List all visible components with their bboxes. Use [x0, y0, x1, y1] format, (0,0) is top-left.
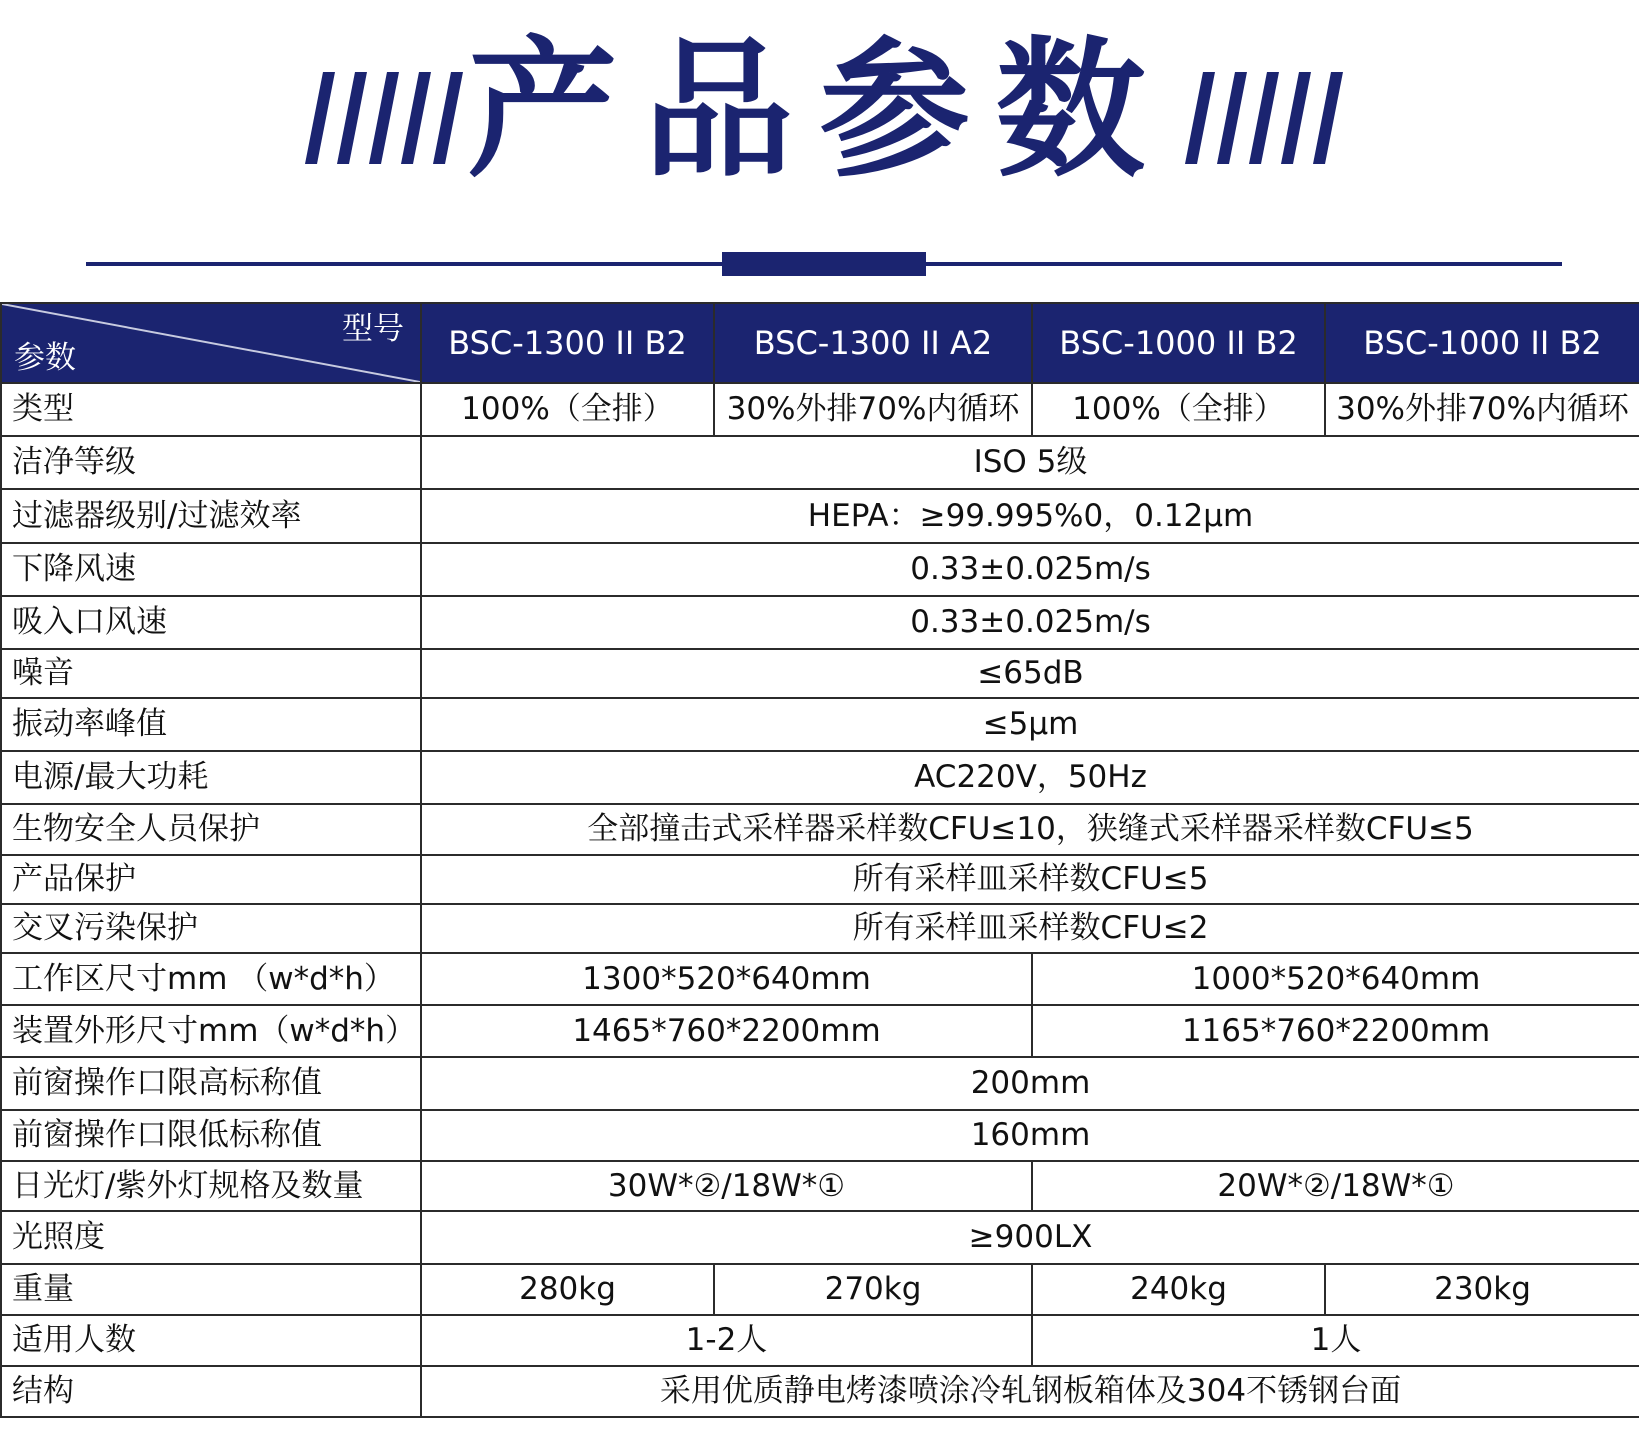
table-row [1, 1110, 1639, 1161]
parameter-value: 1-2人 [421, 1315, 1032, 1366]
parameter-name: 重量 [1, 1264, 421, 1315]
header-model-label: 型号 [342, 311, 404, 347]
parameter-value: 1人 [1032, 1315, 1639, 1366]
model-header: BSC-1000 II B2 [1325, 303, 1639, 383]
parameter-name: 工作区尺寸mm （w*d*h） [1, 953, 421, 1005]
table-row [1, 1057, 1639, 1110]
parameter-value: 30%外排70%内循环 [1325, 383, 1639, 436]
table-row [1, 1005, 1639, 1057]
parameter-value: 100%（全排） [1032, 383, 1325, 436]
parameters-table [0, 302, 1639, 1418]
parameter-value: ISO 5级 [421, 436, 1639, 489]
parameter-name: 下降风速 [1, 543, 421, 596]
table-row [1, 855, 1639, 904]
table-row [1, 596, 1639, 649]
parameter-value: ≤65dB [421, 649, 1639, 698]
parameter-value: HEPA：≥99.995%0，0.12μm [421, 489, 1639, 543]
parameter-value: 200mm [421, 1057, 1639, 1110]
model-header: BSC-1300 II B2 [421, 303, 714, 383]
parameter-name: 日光灯/紫外灯规格及数量 [1, 1161, 421, 1211]
parameter-value: 160mm [421, 1110, 1639, 1161]
table-row [1, 436, 1639, 489]
parameter-name: 装置外形尺寸mm（w*d*h） [1, 1005, 421, 1057]
parameter-value: 270kg [714, 1264, 1032, 1315]
parameter-value: 1465*760*2200mm [421, 1005, 1032, 1057]
parameter-name: 噪音 [1, 649, 421, 698]
parameter-name: 前窗操作口限高标称值 [1, 1057, 421, 1110]
parameter-value: ≥900LX [421, 1211, 1639, 1264]
decorative-slashes-right [1185, 72, 1350, 164]
parameter-value: 240kg [1032, 1264, 1325, 1315]
parameter-name: 结构 [1, 1366, 421, 1417]
parameter-value: 0.33±0.025m/s [421, 596, 1639, 649]
table-row [1, 751, 1639, 804]
table-row [1, 1366, 1639, 1417]
parameter-value: 30%外排70%内循环 [714, 383, 1032, 436]
table-header-row [1, 303, 1639, 383]
parameter-value: 20W*②/18W*① [1032, 1161, 1639, 1211]
table-row [1, 953, 1639, 1005]
table-row [1, 1315, 1639, 1366]
table-row [1, 1211, 1639, 1264]
parameter-name: 生物安全人员保护 [1, 804, 421, 855]
parameter-name: 前窗操作口限低标称值 [1, 1110, 421, 1161]
parameter-value: AC220V，50Hz [421, 751, 1639, 804]
parameter-name: 类型 [1, 383, 421, 436]
parameter-name: 光照度 [1, 1211, 421, 1264]
table-row [1, 698, 1639, 751]
parameter-value: 30W*②/18W*① [421, 1161, 1032, 1211]
parameter-value: 全部撞击式采样器采样数CFU≤10，狭缝式采样器采样数CFU≤5 [421, 804, 1639, 855]
table-row [1, 804, 1639, 855]
parameter-value: 采用优质静电烤漆喷涂冷轧钢板箱体及304不锈钢台面 [421, 1366, 1639, 1417]
parameter-name: 电源/最大功耗 [1, 751, 421, 804]
parameter-value: 1165*760*2200mm [1032, 1005, 1639, 1057]
parameter-value: 280kg [421, 1264, 714, 1315]
header-parameter-label: 参数 [14, 340, 76, 376]
table-row [1, 543, 1639, 596]
model-header: BSC-1300 II A2 [714, 303, 1032, 383]
table-row [1, 1161, 1639, 1211]
parameter-value: 100%（全排） [421, 383, 714, 436]
divider-accent [722, 252, 926, 276]
parameter-value: 1300*520*640mm [421, 953, 1032, 1005]
table-row [1, 649, 1639, 698]
page-title: 产品参数 [467, 24, 1172, 198]
parameter-value: 所有采样皿采样数CFU≤5 [421, 855, 1639, 904]
table-row [1, 383, 1639, 436]
parameter-value: 所有采样皿采样数CFU≤2 [421, 904, 1639, 953]
parameter-name: 吸入口风速 [1, 596, 421, 649]
parameter-name: 产品保护 [1, 855, 421, 904]
page-header [0, 0, 1639, 300]
parameter-name: 振动率峰值 [1, 698, 421, 751]
parameter-value: 230kg [1325, 1264, 1639, 1315]
parameter-value: 1000*520*640mm [1032, 953, 1639, 1005]
header-corner-cell [1, 303, 421, 383]
model-header: BSC-1000 II B2 [1032, 303, 1325, 383]
parameter-name: 交叉污染保护 [1, 904, 421, 953]
table-row [1, 904, 1639, 953]
parameter-value: 0.33±0.025m/s [421, 543, 1639, 596]
parameter-name: 过滤器级别/过滤效率 [1, 489, 421, 543]
parameter-name: 适用人数 [1, 1315, 421, 1366]
parameter-value: ≤5μm [421, 698, 1639, 751]
table-row [1, 1264, 1639, 1315]
table-row [1, 489, 1639, 543]
parameter-name: 洁净等级 [1, 436, 421, 489]
